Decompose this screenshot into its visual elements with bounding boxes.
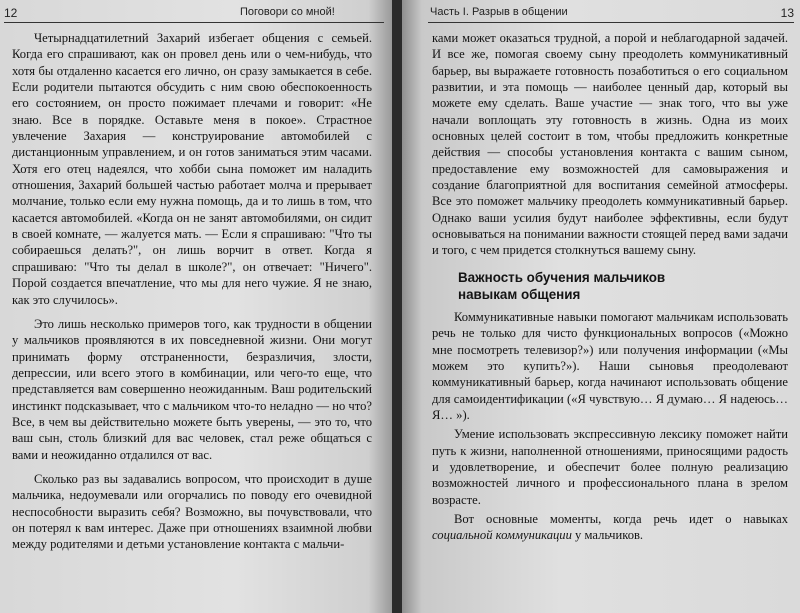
- right-page: [402, 0, 800, 613]
- right-page-header: [428, 6, 794, 23]
- right-page-number: 13: [780, 6, 794, 20]
- book-gutter: [392, 0, 402, 613]
- right-paragraph-4: [432, 511, 788, 544]
- right-paragraph-1: ками может оказаться трудной, а порой и неблагодарной задачей. И все же, помогая своему сыну преодолеть коммуникативный барьер, вы выражаете готовность позаботиться о его социальном развитии, и эта помощь — наиболее ценный дар, который вы можете ему сделать. Ваше участие — знак того, что вы уже начали воплощать эту готовность в жизнь. Одна из моих основных целей состоит в том, чтобы предложить конкретные действия — способы установления контакта с вашим сыном, предоставление ему возможностей для самовыражения и создание благоприятной для воспитания семейной атмосферы. Все это поможет мальчику преодолеть коммуникативный барьер. Однако ваши усилия будут наиболее эффективны, если будут основываться на понимании важности стоящей перед вами задачи и того, с чем придется столкнуться вашему сыну.: [432, 31, 788, 258]
- left-page-header: [4, 6, 384, 23]
- left-paragraph-1: Четырнадцатилетний Захарий избегает общения с семьей. Когда его спрашивают, как он провел день или о чем-нибудь, что хотя бы отдаленно касается его лично, он сразу замыкается в себе. Если родители пытаются обсудить с ним свою обеспокоенность его состоянием, он просто пожимает плечами и говорит: «Не знаю. Все в порядке. Оставьте меня в покое». Страстное увлечение Захария — конструирование автомобилей с дистанционным управлением, и он готов заниматься этим часами. Хотя его отец надеялся, что хобби сына поможет им наладить отношения, Захарий большей частью работает молча и прерывает молчание, только если ему нужна помощь, да и то лишь в том, что касается автомобилей. «Когда он не занят автомобилями, он сидит в своей комнате, — жалуется мать. — Если я спрашиваю: "Что ты собираешься делать?", он лишь ворчит в ответ. Когда я спрашиваю: "Что ты делал в школе?", он отвечает: "Ничего". Порой создается впечатление, что мы для него чужие. Я не знаю, как это случилось».: [12, 31, 372, 307]
- last-paragraph-start: Вот основные моменты, когда речь идет о навыках: [454, 511, 788, 526]
- right-paragraph-3: Умение использовать экспрессивную лексику поможет найти путь к жизни, наполненной отношениями, приносящими радость и удовлетворение, и обеспечит более полную реализацию возможностей личного и профессионального плана в зрелом возрасте.: [432, 427, 788, 507]
- right-page-body: [432, 30, 788, 544]
- right-running-title: Часть I. Разрыв в общении: [430, 6, 568, 18]
- right-paragraph-2: Коммуникативные навыки помогают мальчикам использовать речь не только для чисто функциональных вопросов («Можно мне посмотреть телевизор?») или получения информации («Мы можем это купить?»). Наши сыновья преодолевают коммуникативный барьер, когда начинают использовать общение для самоидентификации («Я чувствую… Я думаю… Я надеюсь… Я… »).: [432, 309, 788, 422]
- left-running-title: Поговори со мной!: [240, 6, 335, 18]
- left-page-body: [12, 30, 372, 553]
- left-page: [0, 0, 392, 613]
- last-paragraph-end: у мальчиков.: [571, 528, 644, 543]
- italic-term: социальной коммуникации: [432, 528, 572, 543]
- left-paragraph-3: Сколько раз вы задавались вопросом, что происходит в душе мальчика, недоумевали или огорчались по поводу его очевидной неспособности выразить себя? Возможно, вы почувствовали, что он потерял к вам интерес. Даже при отношениях взаимной любви между родителями и детьми установление контакта с мальчи-: [12, 471, 372, 552]
- section-heading: [458, 269, 788, 303]
- section-heading-line-1: Важность обучения мальчиков: [458, 269, 666, 285]
- left-paragraph-2: Это лишь несколько примеров того, как трудности в общении у мальчиков проявляются в их повседневной жизни. Они могут принимать форму отстраненности, безразличия, злости, депрессии, или всего этого в комбинации, или чего-то еще, что представляется вам совершенно неожиданным. Ваш родительский инстинкт подсказывает, что с мальчиком что-то неладно — но что? Все, в чем вы действительно можете быть уверены, — это то, что ваш сын, столь близкий для вас человек, стал реже общаться с вами и неожиданно отдалился от вас.: [12, 316, 372, 462]
- section-heading-line-2: навыкам общения: [458, 286, 581, 302]
- left-page-number: 12: [4, 6, 18, 20]
